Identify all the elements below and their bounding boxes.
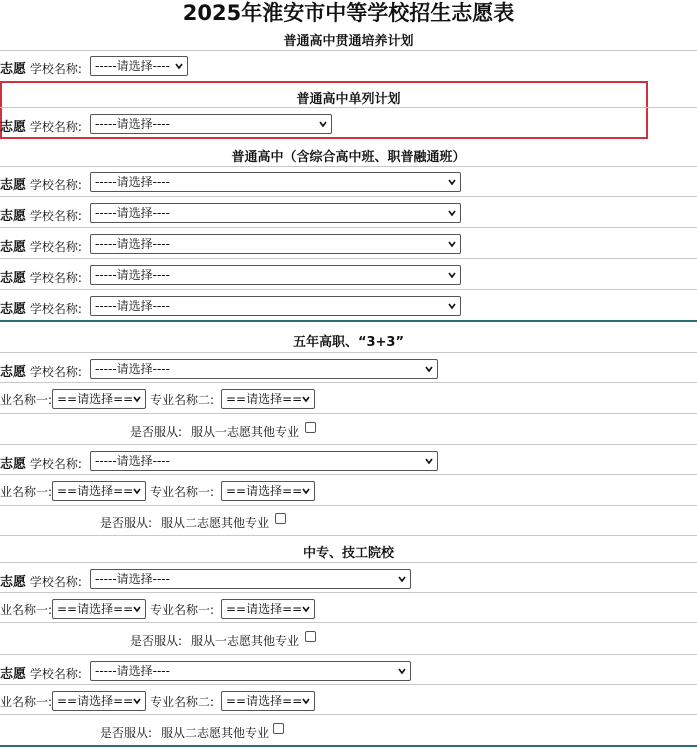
wish-label: 志愿: [0, 575, 27, 590]
wish-row-label: [0, 116, 82, 135]
wish-label: 志愿: [0, 271, 27, 286]
chevron-down-icon: [398, 575, 406, 583]
select-value: -----请选择----: [95, 454, 170, 468]
obey-first-checkbox[interactable]: [305, 422, 316, 433]
divider: [0, 714, 697, 715]
divider: [0, 622, 697, 623]
major2-select-vocational-2[interactable]: [221, 691, 315, 711]
wish-row-label: [0, 267, 82, 286]
divider: [0, 413, 697, 414]
wish-label: 志愿: [0, 62, 27, 77]
major1-label: 业名称一:: [0, 695, 53, 709]
chevron-down-icon: [448, 240, 456, 248]
divider: [0, 166, 697, 167]
select-value: -----请选择----: [95, 206, 170, 220]
select-value: -----请选择----: [95, 664, 170, 678]
divider: [0, 352, 697, 353]
chevron-down-icon: [133, 605, 141, 613]
school-select-fiveyear-1[interactable]: [90, 359, 438, 379]
major2-label: 专业名称一:: [150, 485, 215, 499]
chevron-down-icon: [133, 395, 141, 403]
wish-label: 志愿: [0, 240, 27, 255]
school-select-general-2[interactable]: [90, 203, 461, 223]
obey-question-label: 是否服从:: [130, 634, 183, 648]
select-value: ==请选择==: [57, 602, 134, 616]
section-rule: [0, 745, 697, 747]
school-name-label: 学校名称:: [29, 178, 82, 192]
major1-label: 业名称一:: [0, 485, 53, 499]
school-select-general-4[interactable]: [90, 265, 461, 285]
wish-row-label: [0, 663, 82, 682]
divider: [0, 196, 697, 197]
school-name-label: 学校名称:: [29, 302, 82, 316]
select-value: ==请选择==: [226, 484, 303, 498]
school-name-label: 学校名称:: [29, 240, 82, 254]
divider: [0, 444, 697, 445]
select-value: -----请选择----: [95, 572, 170, 586]
chevron-down-icon: [319, 120, 327, 128]
chevron-down-icon: [302, 605, 310, 613]
section-heading-five-year: 五年高职、“3+3”: [292, 335, 405, 350]
divider: [0, 684, 697, 685]
obey-question-label: 是否服从:: [100, 516, 153, 530]
divider: [0, 654, 697, 655]
school-name-label: 学校名称:: [29, 575, 82, 589]
obey-first-label: 服从一志愿其他专业: [191, 425, 300, 439]
school-select-vocational-1[interactable]: [90, 569, 411, 589]
wish-row-label: [0, 174, 82, 193]
chevron-down-icon: [302, 487, 310, 495]
chevron-down-icon: [302, 395, 310, 403]
select-value: -----请选择----: [95, 117, 170, 131]
wish-row-label: [0, 58, 82, 77]
chevron-down-icon: [448, 209, 456, 217]
wish-row-label: [0, 236, 82, 255]
major1-select-vocational-1[interactable]: [52, 599, 146, 619]
major2-label: 专业名称二:: [150, 393, 215, 407]
divider: [0, 258, 697, 259]
wish-label: 志愿: [0, 457, 27, 472]
major2-select-fiveyear-2[interactable]: [221, 481, 315, 501]
obey-question-label: 是否服从:: [130, 425, 183, 439]
select-value: ==请选择==: [57, 694, 134, 708]
chevron-down-icon: [133, 697, 141, 705]
obey-second-label: 服从二志愿其他专业: [161, 726, 270, 740]
divider: [0, 562, 697, 563]
school-select-fiveyear-2[interactable]: [90, 451, 438, 471]
divider: [0, 382, 697, 383]
section-heading-single-plan: 普通高中单列计划: [296, 92, 401, 107]
school-name-label: 学校名称:: [29, 209, 82, 223]
chevron-down-icon: [448, 178, 456, 186]
chevron-down-icon: [448, 302, 456, 310]
select-value: ==请选择==: [226, 694, 303, 708]
obey-second-label: 服从二志愿其他专业: [161, 516, 270, 530]
chevron-down-icon: [398, 667, 406, 675]
school-name-label: 学校名称:: [29, 62, 82, 76]
divider: [0, 50, 697, 51]
major1-label: 业名称一:: [0, 603, 53, 617]
school-name-label: 学校名称:: [29, 120, 82, 134]
divider: [0, 107, 697, 108]
school-select-through[interactable]: [90, 56, 188, 76]
divider: [0, 227, 697, 228]
school-name-label: 学校名称:: [29, 667, 82, 681]
school-select-vocational-2[interactable]: [90, 661, 411, 681]
select-value: ==请选择==: [57, 392, 134, 406]
chevron-down-icon: [425, 365, 433, 373]
wish-label: 志愿: [0, 302, 27, 317]
chevron-down-icon: [302, 697, 310, 705]
page-title: 2025年淮安市中等学校招生志愿表: [182, 1, 515, 25]
select-value: ==请选择==: [226, 602, 303, 616]
school-name-label: 学校名称:: [29, 271, 82, 285]
school-name-label: 学校名称:: [29, 457, 82, 471]
chevron-down-icon: [425, 457, 433, 465]
select-value: ==请选择==: [226, 392, 303, 406]
major2-select-fiveyear-1[interactable]: [221, 389, 315, 409]
wish-label: 志愿: [0, 209, 27, 224]
select-value: -----请选择----: [95, 175, 170, 189]
section-rule: [0, 320, 697, 322]
school-select-single[interactable]: [90, 114, 332, 134]
obey-first-checkbox-vocational[interactable]: [305, 631, 316, 642]
wish-row-label: [0, 453, 82, 472]
obey-second-checkbox[interactable]: [275, 513, 286, 524]
chevron-down-icon: [133, 487, 141, 495]
major1-select-vocational-2[interactable]: [52, 691, 146, 711]
select-value: -----请选择----: [95, 59, 170, 73]
divider: [0, 505, 697, 506]
school-select-general-3[interactable]: [90, 234, 461, 254]
obey-question-label: 是否服从:: [100, 726, 153, 740]
wish-row-label: [0, 361, 82, 380]
select-value: -----请选择----: [95, 299, 170, 313]
school-name-label: 学校名称:: [29, 365, 82, 379]
select-value: -----请选择----: [95, 268, 170, 282]
major2-label: 专业名称二:: [150, 695, 215, 709]
chevron-down-icon: [448, 271, 456, 279]
major2-select-vocational-1[interactable]: [221, 599, 315, 619]
section-heading-through-training: 普通高中贯通培养计划: [283, 34, 414, 49]
school-select-general-1[interactable]: [90, 172, 461, 192]
major2-label: 专业名称一:: [150, 603, 215, 617]
obey-second-checkbox-vocational[interactable]: [273, 723, 284, 734]
wish-row-label: [0, 205, 82, 224]
section-heading-vocational: 中专、技工院校: [302, 546, 394, 561]
wish-row-label: [0, 298, 82, 317]
school-select-general-5[interactable]: [90, 296, 461, 316]
wish-row-label: [0, 571, 82, 590]
section-heading-general-high: 普通高中（含综合高中班、职普融通班）: [231, 150, 466, 165]
select-value: -----请选择----: [95, 362, 170, 376]
divider: [0, 535, 697, 536]
divider: [0, 289, 697, 290]
divider: [0, 592, 697, 593]
chevron-down-icon: [175, 62, 183, 70]
select-value: -----请选择----: [95, 237, 170, 251]
wish-label: 志愿: [0, 667, 27, 682]
wish-label: 志愿: [0, 178, 27, 193]
wish-label: 志愿: [0, 365, 27, 380]
divider: [0, 474, 697, 475]
major1-select-fiveyear-2[interactable]: [52, 481, 146, 501]
wish-label: 志愿: [0, 120, 27, 135]
select-value: ==请选择==: [57, 484, 134, 498]
major1-select-fiveyear-1[interactable]: [52, 389, 146, 409]
major1-label: 业名称一:: [0, 393, 53, 407]
obey-first-label: 服从一志愿其他专业: [191, 634, 300, 648]
